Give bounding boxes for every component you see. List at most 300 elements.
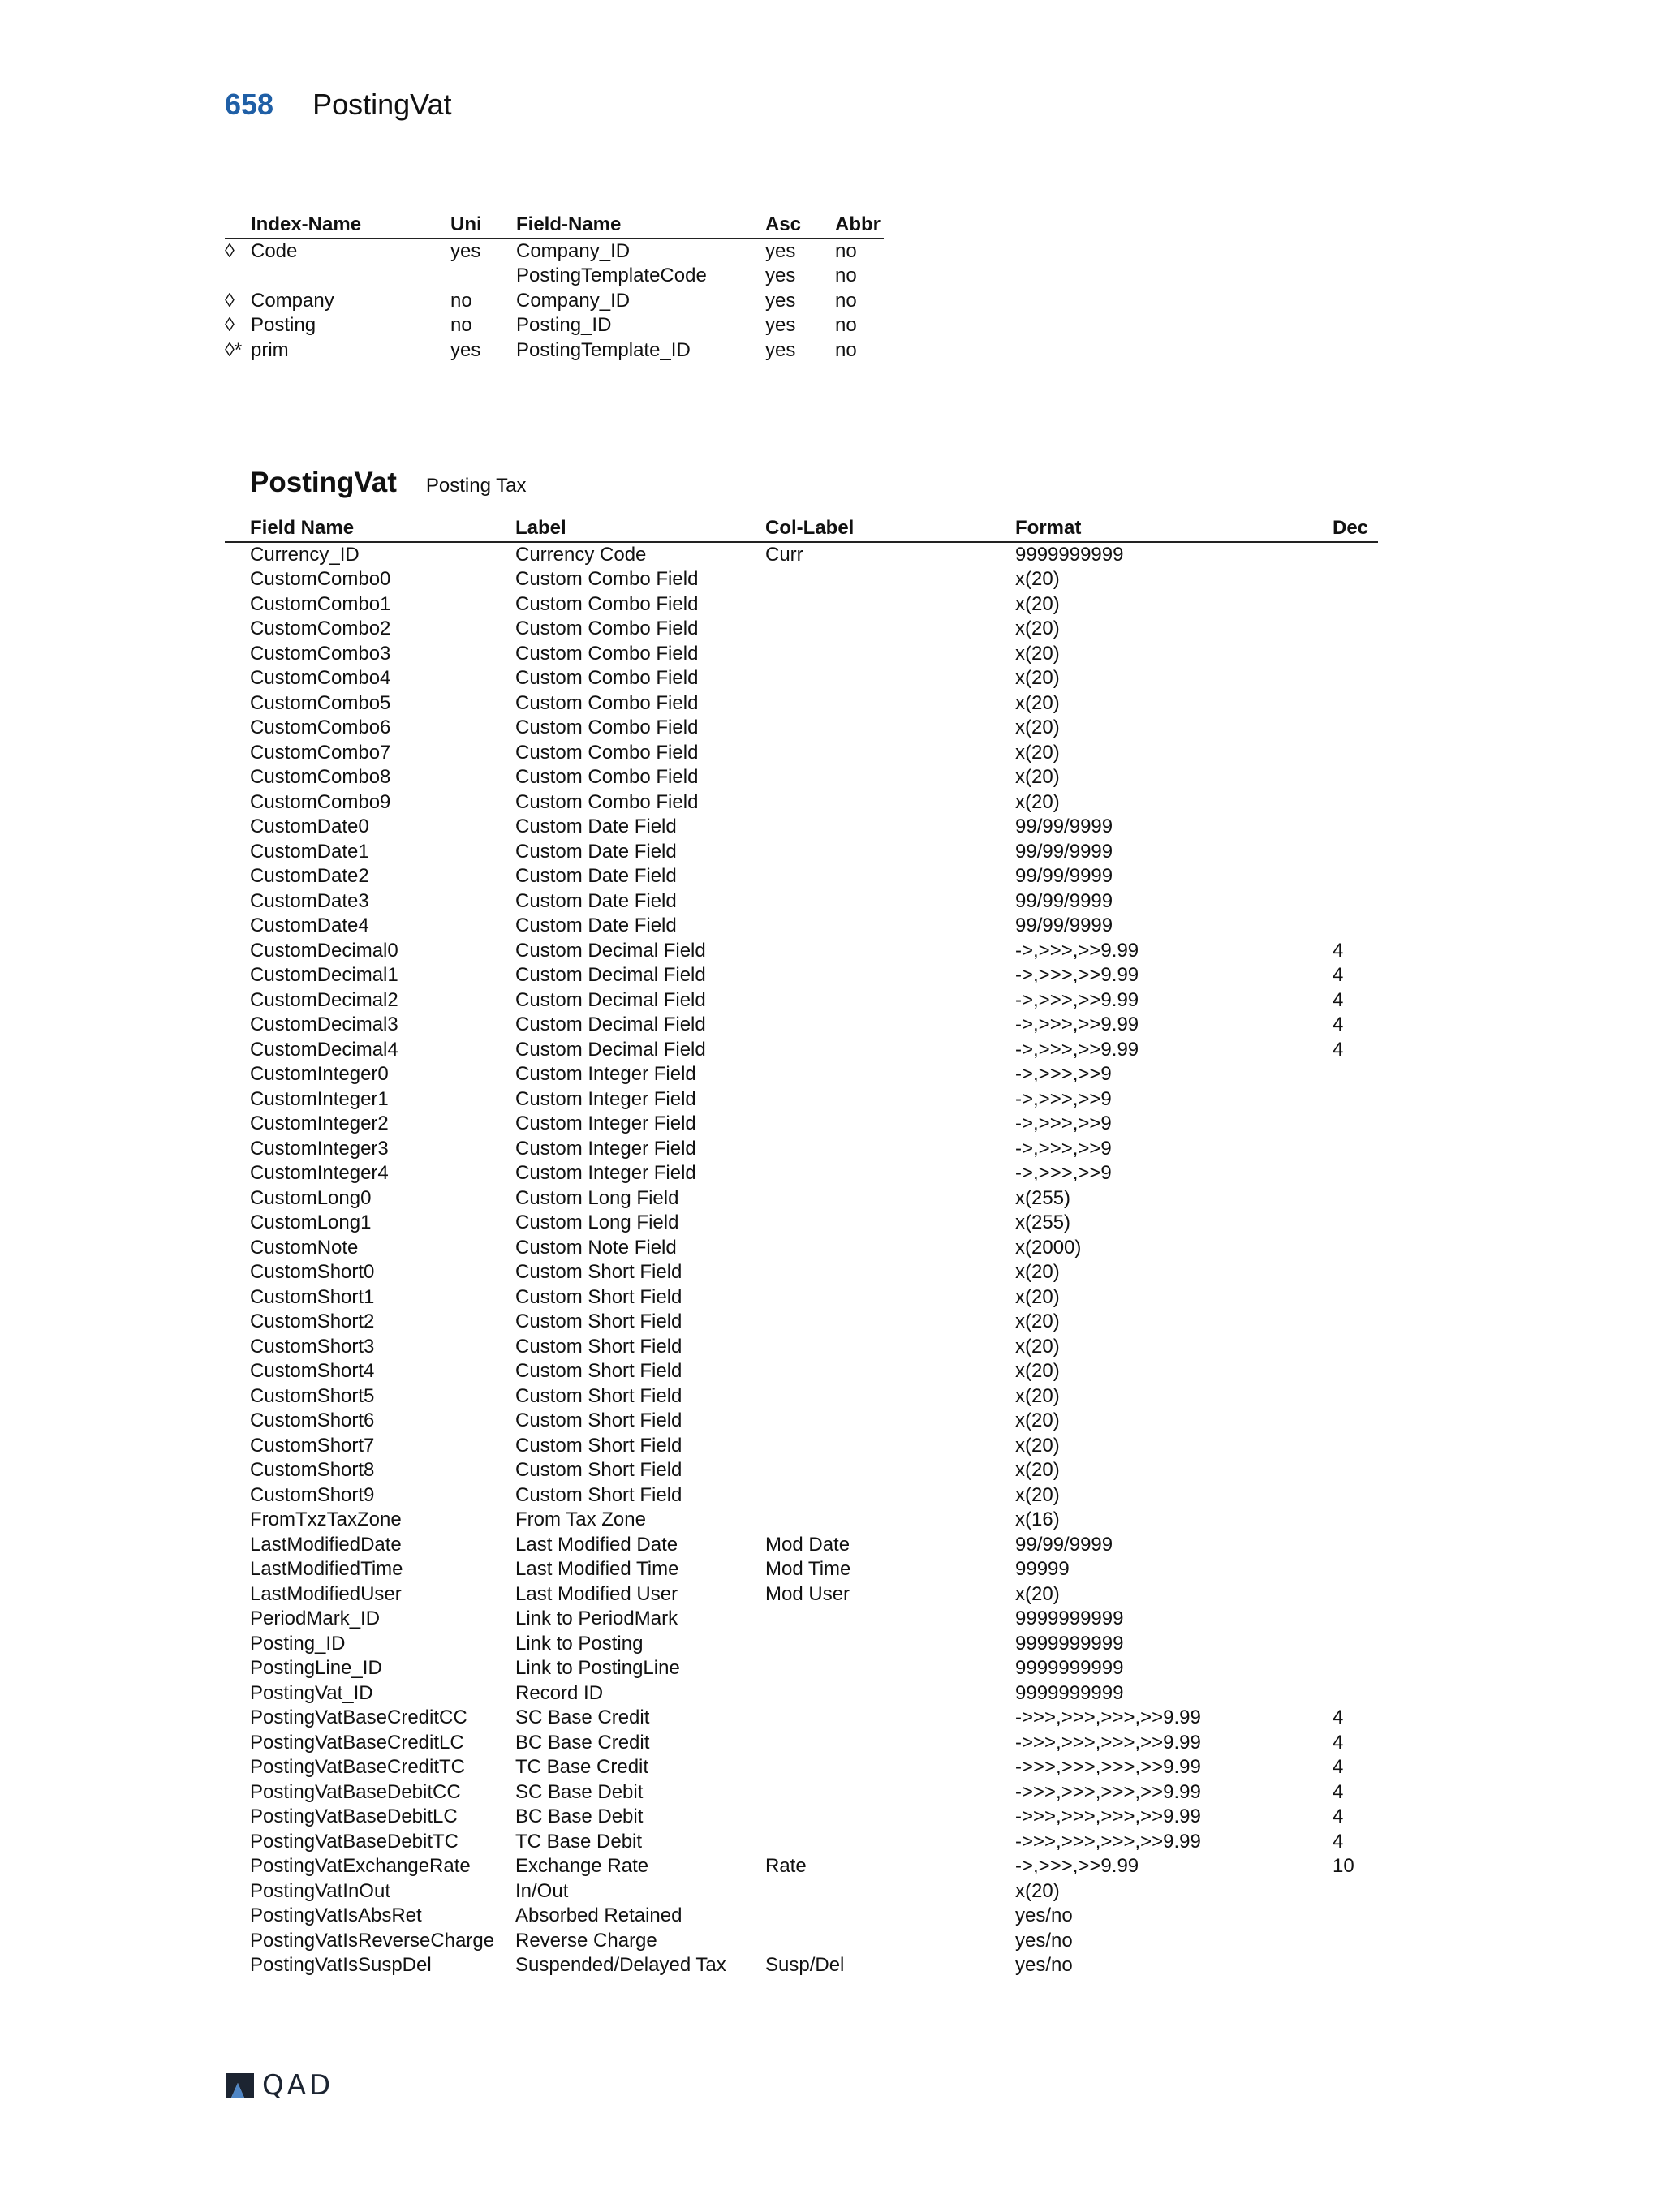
field-row (225, 1161, 1378, 1186)
field-col-label (765, 666, 1015, 691)
field-label: Custom Combo Field (515, 618, 699, 639)
field-label: BC Base Credit (515, 1731, 650, 1754)
field-decimals (1333, 914, 1378, 939)
field-label: Last Modified Time (515, 1558, 679, 1580)
field-name: CustomDate1 (250, 840, 369, 863)
field-row-indent (225, 1879, 250, 1904)
field-decimals: 4 (1333, 1731, 1344, 1754)
field-row (225, 691, 1378, 717)
field-col-label: Mod Date (765, 1533, 850, 1556)
field-decimals (1333, 1112, 1378, 1137)
field-row-indent (225, 1062, 250, 1087)
field-col-label (765, 1607, 1015, 1632)
field-name: PostingVatBaseDebitLC (250, 1805, 458, 1827)
field-table-header-row (225, 516, 1378, 542)
field-table-body (225, 542, 1378, 1978)
field-format: x(20) (1015, 1409, 1060, 1431)
field-decimals (1333, 840, 1378, 865)
field-row-indent (225, 914, 250, 939)
field-label: Custom Short Field (515, 1459, 682, 1481)
field-name: CustomDate3 (250, 889, 369, 912)
field-decimals (1333, 1681, 1378, 1706)
field-label: Link to PostingLine (515, 1657, 680, 1679)
field-format: ->,>>>,>>9 (1015, 1162, 1112, 1184)
field-row-indent (225, 1854, 250, 1879)
index-marker (225, 264, 251, 289)
index-ascending: yes (765, 314, 796, 336)
field-row (225, 815, 1378, 840)
field-name: CustomShort4 (250, 1360, 375, 1382)
field-row (225, 988, 1378, 1013)
field-col-label (765, 1805, 1015, 1830)
field-name: CustomShort1 (250, 1285, 375, 1308)
field-label: Custom Short Field (515, 1285, 682, 1308)
field-format: 99999 (1015, 1558, 1070, 1580)
field-format: ->,>>>,>>9.99 (1015, 1855, 1139, 1877)
field-row (225, 741, 1378, 766)
field-label: Reverse Charge (515, 1929, 657, 1952)
field-name: CustomDecimal0 (250, 939, 398, 962)
field-decimals: 4 (1333, 964, 1344, 986)
field-row-indent (225, 1483, 250, 1508)
field-row-indent (225, 1780, 250, 1805)
field-row (225, 1805, 1378, 1830)
index-name: Code (251, 239, 298, 262)
index-field-name: Posting_ID (516, 314, 612, 336)
field-row-indent (225, 1409, 250, 1434)
field-format: x(20) (1015, 790, 1060, 813)
col-header-dec: Dec (1333, 517, 1369, 539)
field-name: CustomShort9 (250, 1483, 375, 1506)
field-col-label (765, 1879, 1015, 1904)
field-format: x(16) (1015, 1508, 1060, 1530)
field-label: Last Modified User (515, 1582, 678, 1605)
field-row (225, 617, 1378, 642)
index-field-name: Company_ID (516, 289, 631, 312)
field-row-indent (225, 716, 250, 741)
field-format: ->,>>>,>>9.99 (1015, 939, 1139, 962)
field-decimals (1333, 765, 1378, 790)
field-format: x(20) (1015, 1360, 1060, 1382)
index-marker: ◊ (225, 239, 235, 262)
field-row (225, 567, 1378, 592)
field-row-indent (225, 1335, 250, 1360)
field-row (225, 1409, 1378, 1434)
field-label: Custom Integer Field (515, 1112, 696, 1134)
field-name: CustomShort8 (250, 1459, 375, 1481)
field-label: Custom Combo Field (515, 741, 699, 764)
field-col-label (765, 1458, 1015, 1483)
field-col-label (765, 1830, 1015, 1855)
field-name: CustomCombo2 (250, 618, 391, 639)
index-field-name: PostingTemplate_ID (516, 338, 691, 361)
field-label: Custom Date Field (515, 840, 677, 863)
field-row-indent (225, 691, 250, 717)
qad-logo (225, 2069, 334, 2102)
field-row-indent (225, 1681, 250, 1706)
field-label: Link to PeriodMark (515, 1607, 678, 1629)
field-name: CustomCombo0 (250, 568, 391, 590)
field-format: x(255) (1015, 1211, 1071, 1233)
field-name: CustomInteger2 (250, 1112, 389, 1134)
field-row-indent (225, 1359, 250, 1384)
field-name: LastModifiedDate (250, 1533, 402, 1556)
field-format: x(20) (1015, 1261, 1060, 1283)
field-decimals (1333, 741, 1378, 766)
field-row-indent (225, 963, 250, 988)
field-row (225, 1706, 1378, 1731)
field-row (225, 542, 1378, 568)
table-heading (250, 467, 527, 499)
field-row (225, 1038, 1378, 1063)
index-table-header-row (225, 213, 884, 239)
field-label: Record ID (515, 1681, 604, 1704)
field-row (225, 1830, 1378, 1855)
field-label: Custom Decimal Field (515, 988, 706, 1011)
field-row-indent (225, 1805, 250, 1830)
field-decimals (1333, 1953, 1378, 1978)
field-decimals: 4 (1333, 1706, 1344, 1728)
field-row-indent (225, 1557, 250, 1582)
field-row (225, 1186, 1378, 1211)
field-name: CustomShort6 (250, 1409, 375, 1431)
field-col-label (765, 1186, 1015, 1211)
field-row-indent (225, 864, 250, 889)
field-col-label (765, 1755, 1015, 1780)
field-decimals (1333, 1260, 1378, 1285)
qad-logo-icon (225, 2072, 256, 2099)
field-label: Link to Posting (515, 1632, 644, 1655)
col-header-field-name: Field Name (250, 517, 355, 539)
field-label: Custom Combo Field (515, 568, 699, 590)
field-row (225, 790, 1378, 816)
field-label: SC Base Debit (515, 1780, 644, 1803)
field-row (225, 914, 1378, 939)
field-label: Custom Short Field (515, 1483, 682, 1506)
field-label: Custom Integer Field (515, 1137, 696, 1160)
index-unique: no (450, 289, 472, 312)
field-format: x(20) (1015, 766, 1060, 788)
field-label: Custom Short Field (515, 1434, 682, 1457)
index-field-name: PostingTemplateCode (516, 265, 707, 286)
field-name: PostingVatBaseCreditTC (250, 1756, 466, 1778)
field-col-label (765, 1409, 1015, 1434)
index-name: Posting (251, 314, 316, 336)
field-row-indent (225, 1038, 250, 1063)
field-row (225, 666, 1378, 691)
index-row (225, 239, 884, 265)
index-row (225, 338, 884, 364)
field-decimals (1333, 1236, 1378, 1261)
field-col-label: Mod User (765, 1582, 850, 1605)
field-format: ->,>>>,>>9.99 (1015, 1013, 1139, 1035)
field-row (225, 1310, 1378, 1335)
field-format: yes/no (1015, 1954, 1073, 1976)
index-row (225, 264, 884, 289)
field-col-label (765, 1112, 1015, 1137)
field-name: PostingVatInOut (250, 1879, 390, 1902)
field-format: yes/no (1015, 1904, 1073, 1926)
field-row (225, 1656, 1378, 1681)
field-col-label (765, 790, 1015, 816)
field-format: ->,>>>,>>9 (1015, 1112, 1112, 1134)
field-row-indent (225, 1087, 250, 1112)
field-decimals: 4 (1333, 939, 1344, 962)
col-header-abbr: Abbr (835, 213, 881, 235)
field-row-indent (225, 840, 250, 865)
field-label: Custom Decimal Field (515, 939, 706, 962)
field-name: CustomLong0 (250, 1186, 372, 1209)
field-row (225, 1533, 1378, 1558)
field-col-label (765, 1359, 1015, 1384)
field-decimals (1333, 790, 1378, 816)
field-label: BC Base Debit (515, 1805, 644, 1827)
field-row-indent (225, 1533, 250, 1558)
field-col-label (765, 1335, 1015, 1360)
field-format: 9999999999 (1015, 1607, 1124, 1629)
field-row (225, 1582, 1378, 1607)
field-format: x(20) (1015, 1879, 1060, 1902)
field-label: Custom Short Field (515, 1360, 682, 1382)
field-label: Custom Date Field (515, 914, 677, 936)
field-name: CustomCombo6 (250, 717, 391, 738)
field-decimals: 4 (1333, 988, 1344, 1011)
field-row-indent (225, 1830, 250, 1855)
field-label: Custom Long Field (515, 1211, 679, 1233)
field-name: CustomShort2 (250, 1310, 375, 1332)
field-label: Custom Note Field (515, 1236, 677, 1259)
field-row-indent (225, 1112, 250, 1137)
field-row-indent (225, 666, 250, 691)
field-format: ->,>>>,>>9.99 (1015, 988, 1139, 1011)
field-format: ->,>>>,>>9.99 (1015, 964, 1139, 986)
field-format: ->,>>>,>>9.99 (1015, 1038, 1139, 1061)
field-name: LastModifiedUser (250, 1582, 402, 1605)
field-name: PostingVatBaseDebitTC (250, 1830, 459, 1853)
field-format: 99/99/9999 (1015, 865, 1113, 887)
field-row (225, 1929, 1378, 1954)
field-format: x(20) (1015, 1384, 1060, 1407)
field-row-indent (225, 1929, 250, 1954)
index-ascending: yes (765, 239, 796, 262)
field-format: x(20) (1015, 618, 1060, 639)
field-label: Last Modified Date (515, 1533, 678, 1556)
index-field-name: Company_ID (516, 239, 631, 262)
field-decimals (1333, 1879, 1378, 1904)
field-label: Custom Decimal Field (515, 1013, 706, 1035)
field-row-indent (225, 1656, 250, 1681)
field-row-indent (225, 1582, 250, 1607)
field-format: x(255) (1015, 1186, 1071, 1209)
field-row-indent (225, 1186, 250, 1211)
field-name: CustomDate4 (250, 914, 369, 936)
field-name: PostingVatIsReverseCharge (250, 1929, 495, 1952)
page-number: 658 (225, 88, 274, 121)
col-header-format: Format (1015, 517, 1082, 539)
field-name: CustomNote (250, 1236, 359, 1259)
field-name: CustomCombo1 (250, 592, 391, 615)
field-row (225, 1458, 1378, 1483)
field-decimals (1333, 1607, 1378, 1632)
field-label: Custom Combo Field (515, 592, 699, 615)
col-header-col-label: Col-Label (765, 517, 855, 539)
field-row (225, 1508, 1378, 1533)
field-label: Custom Integer Field (515, 1087, 696, 1110)
field-col-label (765, 1038, 1015, 1063)
field-col-label (765, 1062, 1015, 1087)
field-name: CustomDate0 (250, 816, 369, 837)
index-abbreviated: no (835, 314, 857, 336)
qad-logo-text: QAD (262, 2069, 334, 2102)
field-col-label (765, 1904, 1015, 1929)
field-row (225, 1335, 1378, 1360)
field-col-label (765, 716, 1015, 741)
field-col-label (765, 1310, 1015, 1335)
field-row-indent (225, 542, 250, 568)
field-format: x(20) (1015, 1310, 1060, 1332)
field-format: ->,>>>,>>9 (1015, 1087, 1112, 1110)
field-row (225, 1953, 1378, 1978)
index-name (251, 264, 450, 289)
field-decimals (1333, 1409, 1378, 1434)
field-name: FromTxzTaxZone (250, 1508, 402, 1530)
field-row-indent (225, 1434, 250, 1459)
field-format: 99/99/9999 (1015, 914, 1113, 936)
field-col-label (765, 765, 1015, 790)
field-row (225, 1087, 1378, 1112)
field-row-indent (225, 1161, 250, 1186)
field-decimals (1333, 1211, 1378, 1236)
field-label: Custom Combo Field (515, 642, 699, 665)
field-col-label (765, 1161, 1015, 1186)
field-row-indent (225, 939, 250, 964)
field-row-indent (225, 741, 250, 766)
field-row (225, 864, 1378, 889)
col-header-uni: Uni (450, 213, 482, 235)
index-ascending: yes (765, 338, 796, 361)
field-decimals (1333, 1186, 1378, 1211)
field-row-indent (225, 567, 250, 592)
field-col-label: Mod Time (765, 1558, 851, 1580)
field-row (225, 939, 1378, 964)
field-name: PeriodMark_ID (250, 1607, 381, 1629)
field-label: Custom Date Field (515, 865, 677, 887)
field-row-indent (225, 1236, 250, 1261)
field-name: PostingLine_ID (250, 1657, 382, 1679)
field-row (225, 1731, 1378, 1756)
field-name: PostingVatExchangeRate (250, 1855, 471, 1877)
field-label: Custom Short Field (515, 1261, 682, 1283)
field-row-indent (225, 1755, 250, 1780)
field-col-label (765, 840, 1015, 865)
field-label: Custom Decimal Field (515, 964, 706, 986)
field-label: Custom Short Field (515, 1335, 682, 1358)
field-format: x(20) (1015, 1285, 1060, 1308)
field-decimals (1333, 691, 1378, 717)
field-row (225, 642, 1378, 667)
field-format: ->>>,>>>,>>>,>>9.99 (1015, 1731, 1201, 1754)
field-name: CustomDate2 (250, 865, 369, 887)
field-format: ->>>,>>>,>>>,>>9.99 (1015, 1706, 1201, 1728)
field-label: Custom Integer Field (515, 1162, 696, 1184)
field-row (225, 1013, 1378, 1038)
field-name: PostingVatBaseCreditCC (250, 1706, 467, 1728)
field-decimals (1333, 1533, 1378, 1558)
field-row-indent (225, 1384, 250, 1409)
field-name: CustomShort7 (250, 1434, 375, 1457)
field-decimals (1333, 1458, 1378, 1483)
field-label: Exchange Rate (515, 1855, 649, 1877)
field-name: CustomInteger4 (250, 1162, 389, 1184)
field-decimals (1333, 1582, 1378, 1607)
field-format: 9999999999 (1015, 1681, 1124, 1704)
field-row (225, 1607, 1378, 1632)
field-format: x(20) (1015, 1459, 1060, 1481)
field-format: x(20) (1015, 1335, 1060, 1358)
field-format: x(20) (1015, 691, 1060, 714)
field-row (225, 1112, 1378, 1137)
field-decimals: 4 (1333, 1756, 1344, 1778)
field-name: CustomLong1 (250, 1211, 372, 1233)
field-name: CustomDecimal2 (250, 988, 398, 1011)
field-col-label (765, 988, 1015, 1013)
index-abbreviated: no (835, 289, 857, 312)
field-decimals (1333, 1632, 1378, 1657)
field-col-label (765, 592, 1015, 618)
field-name: CustomCombo4 (250, 667, 391, 689)
field-label: Custom Combo Field (515, 766, 699, 788)
field-label: Suspended/Delayed Tax (515, 1954, 726, 1976)
index-unique (450, 264, 516, 289)
field-row (225, 716, 1378, 741)
field-format: ->,>>>,>>9 (1015, 1137, 1112, 1160)
field-label: Absorbed Retained (515, 1904, 682, 1926)
field-col-label (765, 1137, 1015, 1162)
field-col-label: Curr (765, 543, 803, 566)
field-decimals (1333, 815, 1378, 840)
field-row-indent (225, 1904, 250, 1929)
field-row (225, 963, 1378, 988)
field-name: PostingVatBaseDebitCC (250, 1780, 461, 1803)
field-format: 9999999999 (1015, 543, 1124, 566)
field-row (225, 592, 1378, 618)
field-row (225, 1137, 1378, 1162)
field-row-indent (225, 765, 250, 790)
field-row (225, 840, 1378, 865)
field-col-label (765, 1087, 1015, 1112)
field-col-label (765, 889, 1015, 914)
field-format: x(20) (1015, 717, 1060, 738)
field-decimals (1333, 1062, 1378, 1087)
field-col-label (765, 815, 1015, 840)
field-label: Currency Code (515, 543, 647, 566)
field-format: x(20) (1015, 642, 1060, 665)
field-row-indent (225, 617, 250, 642)
field-label: Custom Combo Field (515, 667, 699, 689)
field-decimals: 4 (1333, 1780, 1344, 1803)
field-decimals: 4 (1333, 1013, 1344, 1035)
index-row (225, 313, 884, 338)
index-abbreviated: no (835, 265, 857, 286)
field-row-indent (225, 1953, 250, 1978)
page-title: PostingVat (312, 88, 452, 121)
field-col-label (765, 1731, 1015, 1756)
field-label: Custom Short Field (515, 1409, 682, 1431)
field-table-indent (225, 516, 250, 542)
field-row-indent (225, 1706, 250, 1731)
field-row (225, 1236, 1378, 1261)
field-decimals (1333, 542, 1378, 568)
